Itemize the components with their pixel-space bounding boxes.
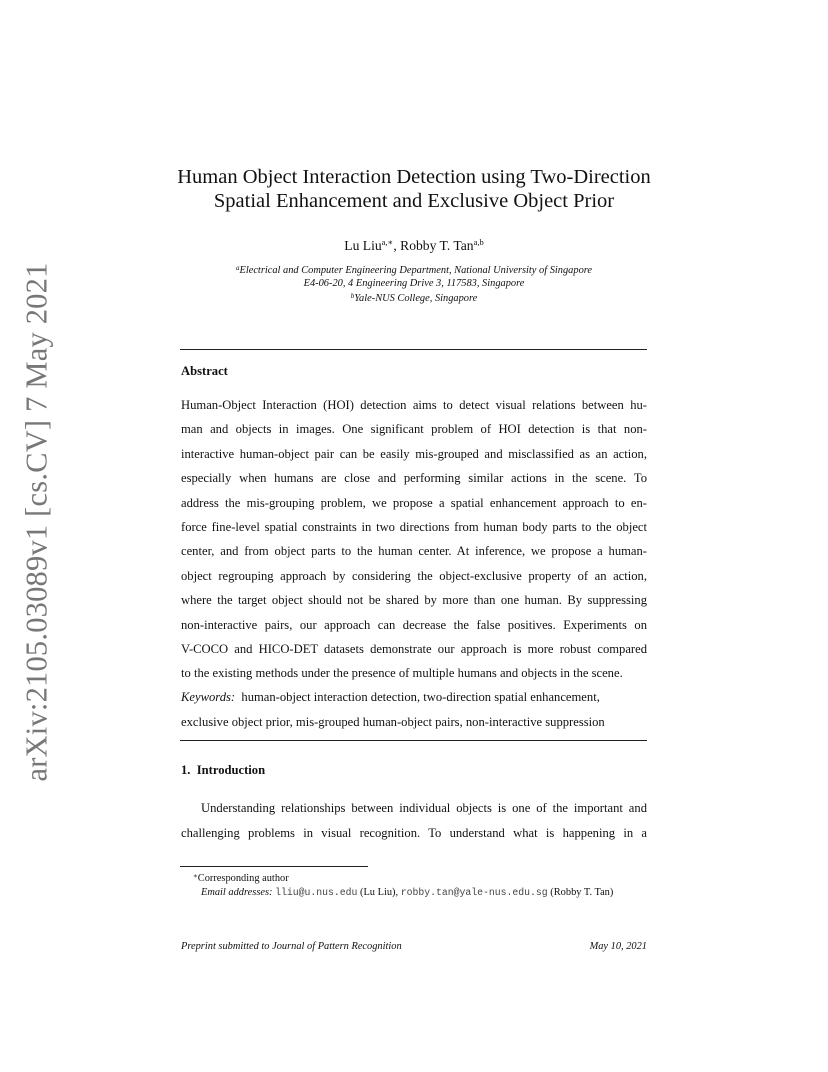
introduction-body [181, 796, 647, 846]
abstract-line: man and objects in images. One significant problem of HOI detection is that non- [181, 422, 647, 437]
title-line-1: Human Object Interaction Detection using Two-Direction [177, 166, 651, 188]
author-separator: , [393, 238, 401, 253]
author-2-name: Robby T. Tan [400, 238, 474, 253]
abstract-body [181, 393, 647, 686]
abstract-line: non-interactive pairs, our approach can decrease the false positives. Experiments on [181, 617, 647, 632]
abstract-line: object regrouping approach by considering the object-exclusive property of an action, [181, 568, 647, 583]
email-link-lu-liu[interactable]: lliu@u.nus.edu [275, 886, 358, 898]
abstract-top-rule [180, 349, 647, 350]
abstract-line: Human-Object Interaction (HOI) detection aims to detect visual relations between hu- [181, 398, 647, 412]
affiliation-a-line-2: E4-06-20, 4 Engineering Drive 3, 117583, Singapore [303, 278, 525, 289]
affiliation-a-marker: a [235, 264, 240, 272]
email-label: Email addresses: [201, 886, 273, 898]
arxiv-identifier-stamp: arXiv:2105.03089v1 [cs.CV] 7 May 2021 [19, 262, 54, 782]
author-2-affiliation-marker: a,b [473, 237, 484, 247]
affiliation-b-marker: b [350, 292, 355, 300]
email-link-robby-tan[interactable]: robby.tan@yale-nus.edu.sg [400, 886, 548, 898]
introduction-line: challenging problems in visual recognition. To understand what is happening in a [181, 826, 647, 840]
abstract-line: interactive human-object pair can be easily mis-grouped and misclassified as an action, [181, 446, 647, 461]
abstract-bottom-rule [180, 740, 647, 741]
footnote-rule [180, 866, 368, 867]
author-1-affiliation-marker: a,∗ [381, 237, 394, 247]
footnote [193, 870, 613, 899]
paper-title [0, 165, 828, 213]
footer-date: May 10, 2021 [589, 941, 647, 952]
abstract-line: especially when humans are close and performing similar actions in the scene. To [181, 471, 647, 486]
title-line-2: Spatial Enhancement and Exclusive Object Prior [213, 190, 615, 212]
footnote-emails: Email addresses: lliu@u.nus.edu (Lu Liu), robby.tan@yale-nus.edu.sg (Robby T. Tan) [201, 886, 614, 898]
footnote-marker: ∗ [193, 872, 198, 880]
author-1-name: Lu Liu [344, 238, 382, 253]
introduction-heading: 1. Introduction [181, 763, 266, 777]
affiliations [0, 262, 828, 305]
footnote-corresponding: ∗Corresponding author [193, 872, 289, 884]
keywords-line-2: exclusive object prior, mis-grouped human-object pairs, non-interactive suppression [181, 715, 605, 729]
keywords-label: Keywords: [181, 690, 236, 704]
abstract-line: to the existing methods under the presence of multiple humans and objects in the scene. [181, 666, 623, 681]
keywords-line-1: Keywords: human-object interaction detection, two-direction spatial enhancement, [181, 690, 600, 704]
abstract-line: where the target object should not be shared by more than one human. By suppressing [181, 593, 647, 608]
abstract-line: V-COCO and HICO-DET datasets demonstrate our approach is more robust compared [181, 642, 647, 657]
affiliation-b-line: $^b$Yale-NUS College, Singapore [350, 292, 478, 304]
abstract-line: force fine-level spatial constraints in two directions from human body parts to the object [181, 520, 647, 535]
affiliation-a-line-1: $^a$Electrical and Computer Engineering Department, National University of Singapore [235, 264, 593, 276]
abstract-line: address the mis-grouping problem, we propose a spatial enhancement approach to en- [181, 495, 647, 510]
footer-preprint-note: Preprint submitted to Journal of Pattern Recognition [181, 941, 402, 952]
introduction-line: Understanding relationships between individual objects is one of the important and [201, 801, 647, 815]
abstract-line: center, and from object parts to the human center. At inference, we propose a human- [181, 544, 647, 559]
author-list [0, 233, 828, 255]
keywords [181, 685, 647, 735]
abstract-heading: Abstract [181, 364, 228, 378]
